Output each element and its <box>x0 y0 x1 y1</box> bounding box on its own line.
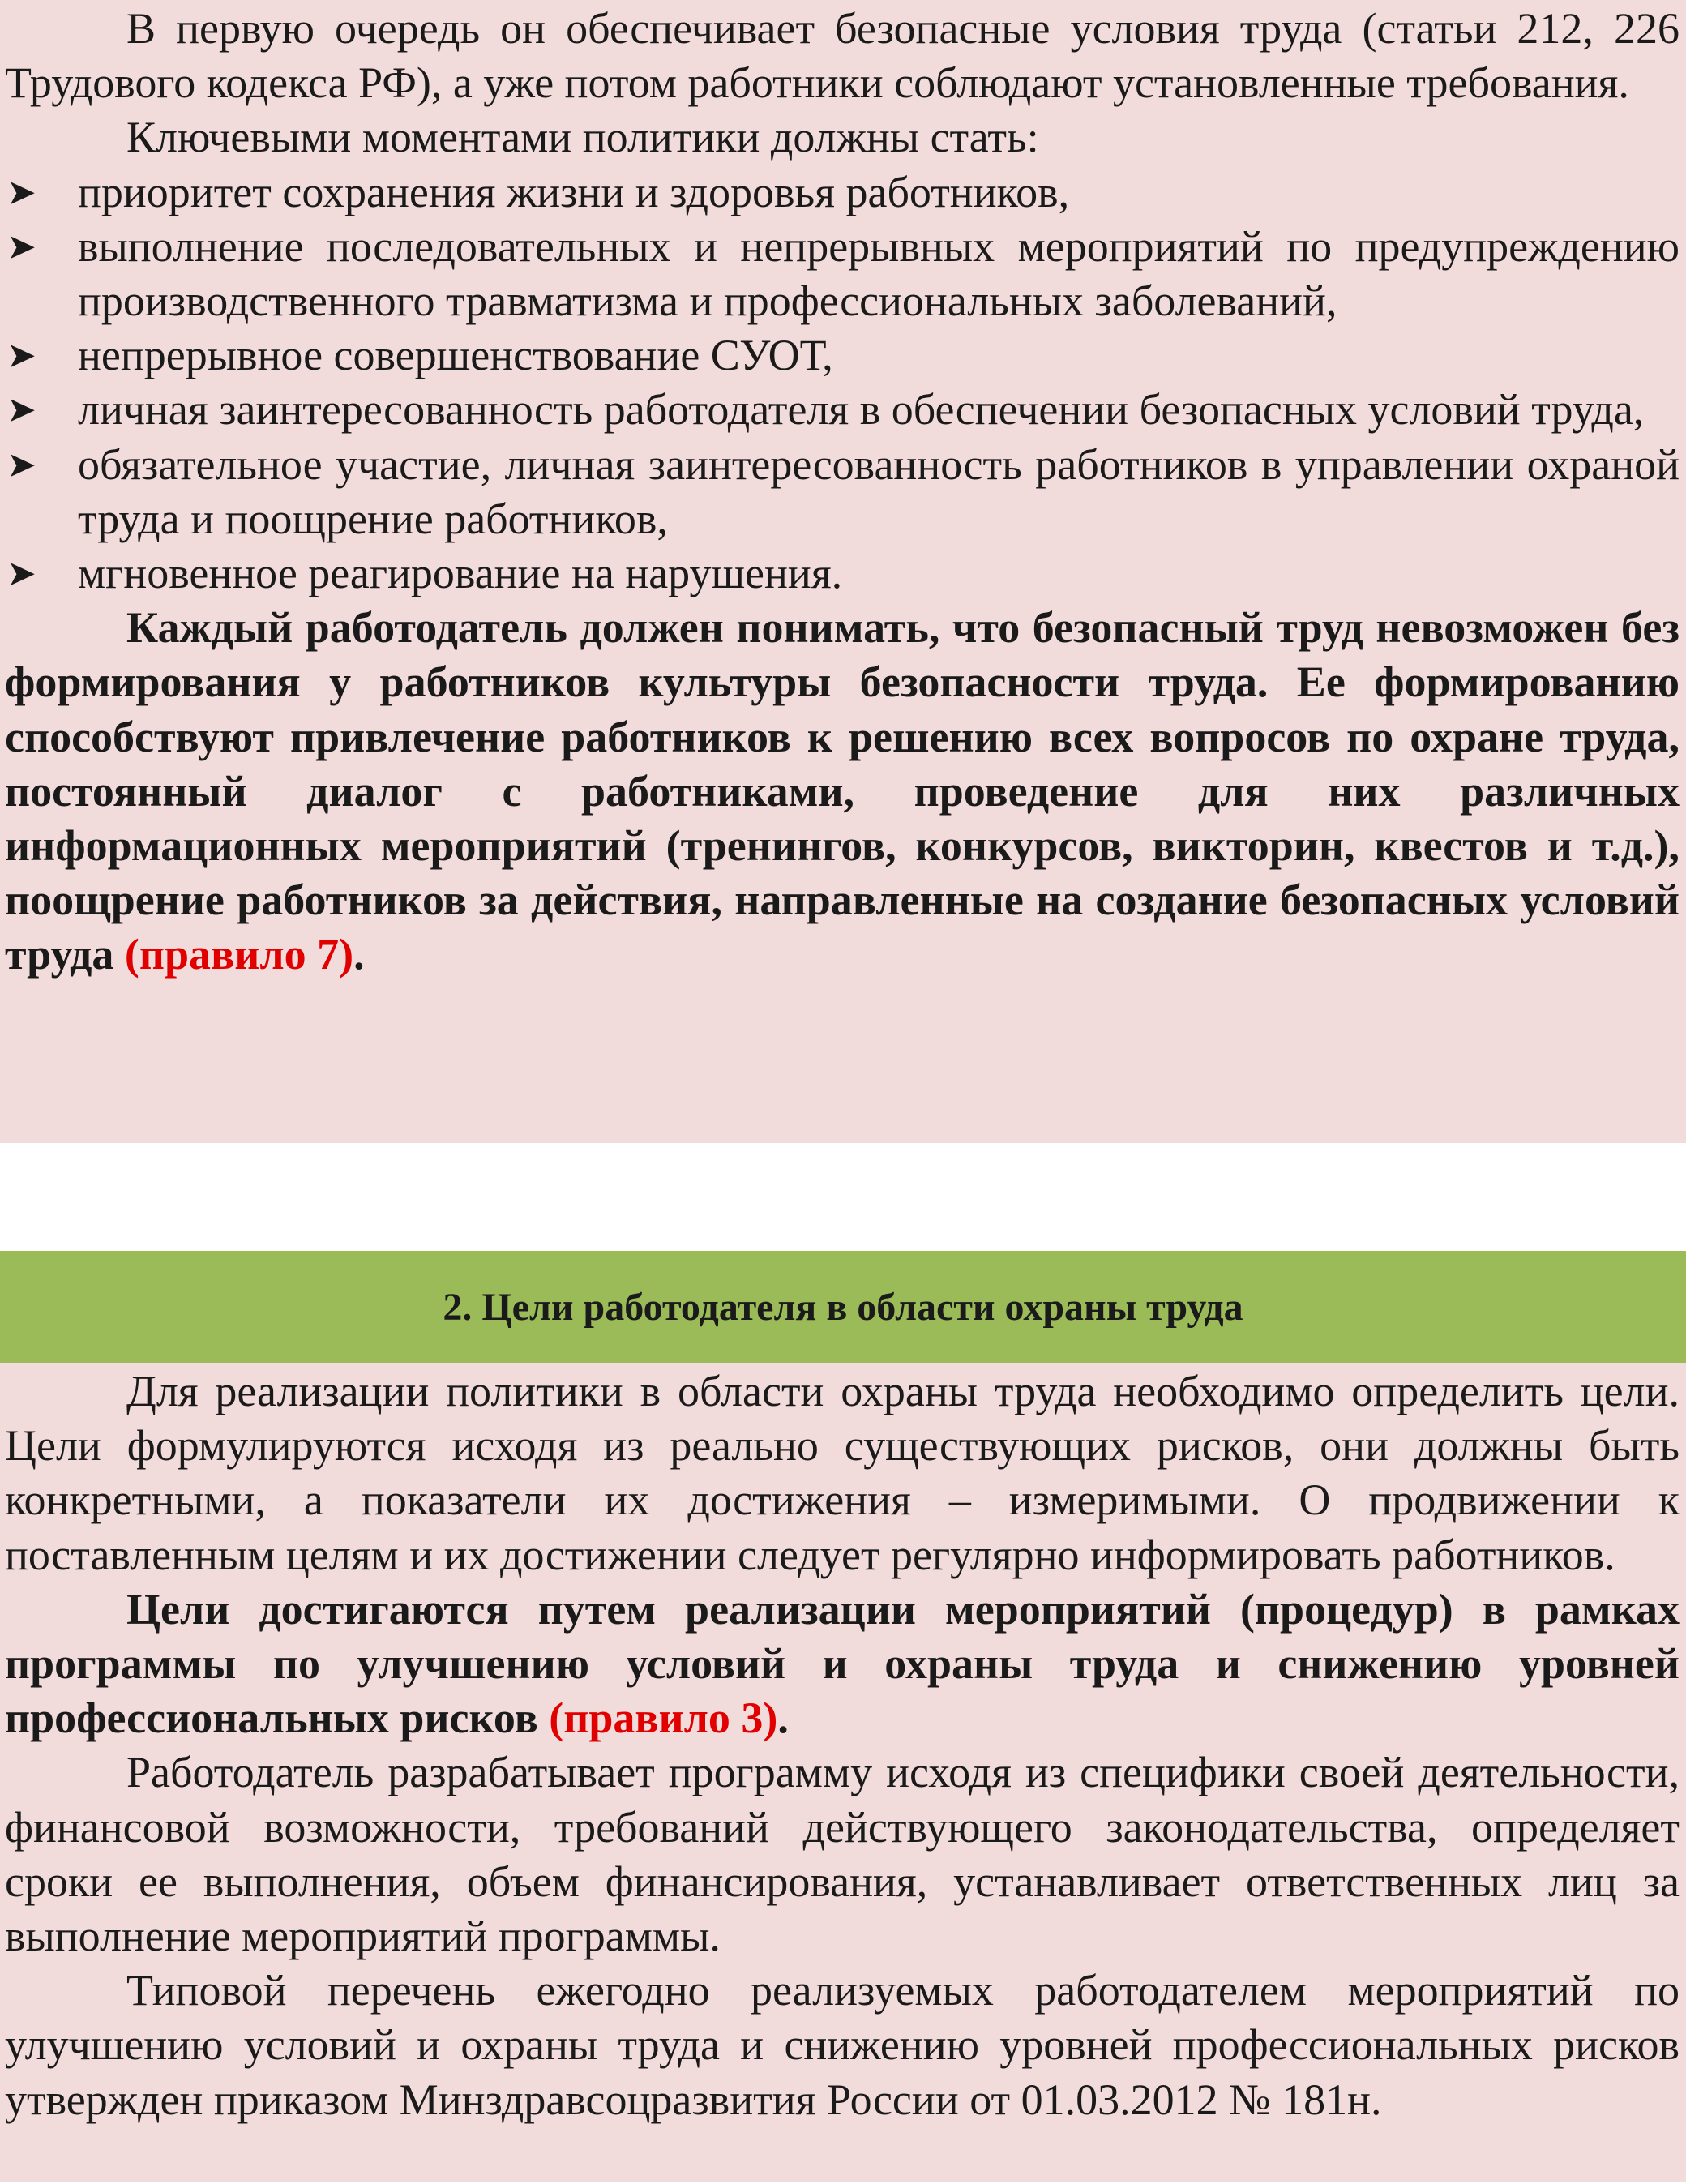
policy-key-points-list <box>5 165 1680 602</box>
goals-bold-paragraph <box>5 1582 1680 1746</box>
goals-paragraph-4: Типовой перечень ежегодно реализуемых работодателем мероприятий по улучшению условий и охраны труда и снижению уровней профессиональных рисков утвержден приказом Минздравсоцразвития России от 01.03.2012 № 181н. <box>5 1966 1680 2124</box>
section-gap <box>0 1143 1686 1251</box>
arrowhead-bullet-icon: ➤ <box>6 225 36 268</box>
paragraph-end-punctuation: . <box>353 930 365 979</box>
list-item-text: непрерывное совершенствование СУОТ, <box>78 331 833 380</box>
arrowhead-bullet-icon: ➤ <box>6 443 36 486</box>
goals-bold-text: Цели достигаются путем реализации мероприятий (процедур) в рамках программы по улучшению условий и охраны труда и снижению уровней профессиональных рисков <box>5 1584 1680 1743</box>
arrowhead-bullet-icon: ➤ <box>6 553 36 595</box>
section-goals-panel <box>0 1363 1686 2182</box>
list-item-text: обязательное участие, личная заинтересованность работников в управлении охраной труда и поощрение работников, <box>78 439 1680 543</box>
goals-paragraph-3: Работодатель разрабатывает программу исходя из специфики своей деятельности, финансовой возможности, требований действующего законодательства, определяет сроки ее выполнения, объем финансирования, устанавливает ответственных лиц за выполнение мероприятий программы. <box>5 1748 1680 1961</box>
list-item <box>5 438 1680 546</box>
arrowhead-bullet-icon: ➤ <box>6 171 36 213</box>
paragraph-end-punctuation: . <box>777 1694 789 1743</box>
list-item <box>5 546 1680 601</box>
list-item-text: личная заинтересованность работодателя в обеспечении безопасных условий труда, <box>78 385 1645 435</box>
list-item <box>5 220 1680 328</box>
safety-culture-paragraph <box>5 601 1680 982</box>
list-item <box>5 328 1680 383</box>
arrowhead-bullet-icon: ➤ <box>6 335 36 377</box>
list-item <box>5 383 1680 437</box>
rule-reference: (правило 3) <box>549 1694 778 1743</box>
rule-reference: (правило 7) <box>124 930 354 979</box>
section-heading: 2. Цели работодателя в области охраны труда <box>443 1285 1243 1329</box>
list-item-text: выполнение последовательных и непрерывных мероприятий по предупреждению производственного травматизма и профессиональных заболеваний, <box>78 221 1680 326</box>
list-item-text: мгновенное реагирование на нарушения. <box>78 549 843 598</box>
safety-culture-text: Каждый работодатель должен понимать, что безопасный труд невозможен без формирования у работников культуры безопасности труда. Ее формированию способствуют привлечение работников к решению всех вопросов по охране труда, постоянный диалог с работниками, проведение для них различных информационных мероприятий (тренингов, конкурсов, викторин, квестов и т.д.), поощрение работников за действия, направленные на создание безопасных условий труда <box>5 603 1680 979</box>
arrowhead-bullet-icon: ➤ <box>6 389 36 431</box>
policy-paragraph-2: Ключевыми моментами политики должны стать: <box>126 113 1039 162</box>
list-item-text: приоритет сохранения жизни и здоровья работников, <box>78 167 1070 216</box>
section-heading-bar <box>0 1251 1686 1363</box>
goals-paragraph-1: Для реализации политики в области охраны труда необходимо определить цели. Цели формулируются исходя из реально существующих рисков, они должны быть конкретными, а показатели их достижения – измеримыми. О продвижении к поставленным целям и их достижении следует регулярно информировать работников. <box>5 1367 1680 1579</box>
list-item <box>5 165 1680 220</box>
policy-paragraph-1: В первую очередь он обеспечивает безопасные условия труда (статьи 212, 226 Трудового кодекса РФ), а уже потом работники соблюдают установленные требования. <box>5 4 1680 108</box>
